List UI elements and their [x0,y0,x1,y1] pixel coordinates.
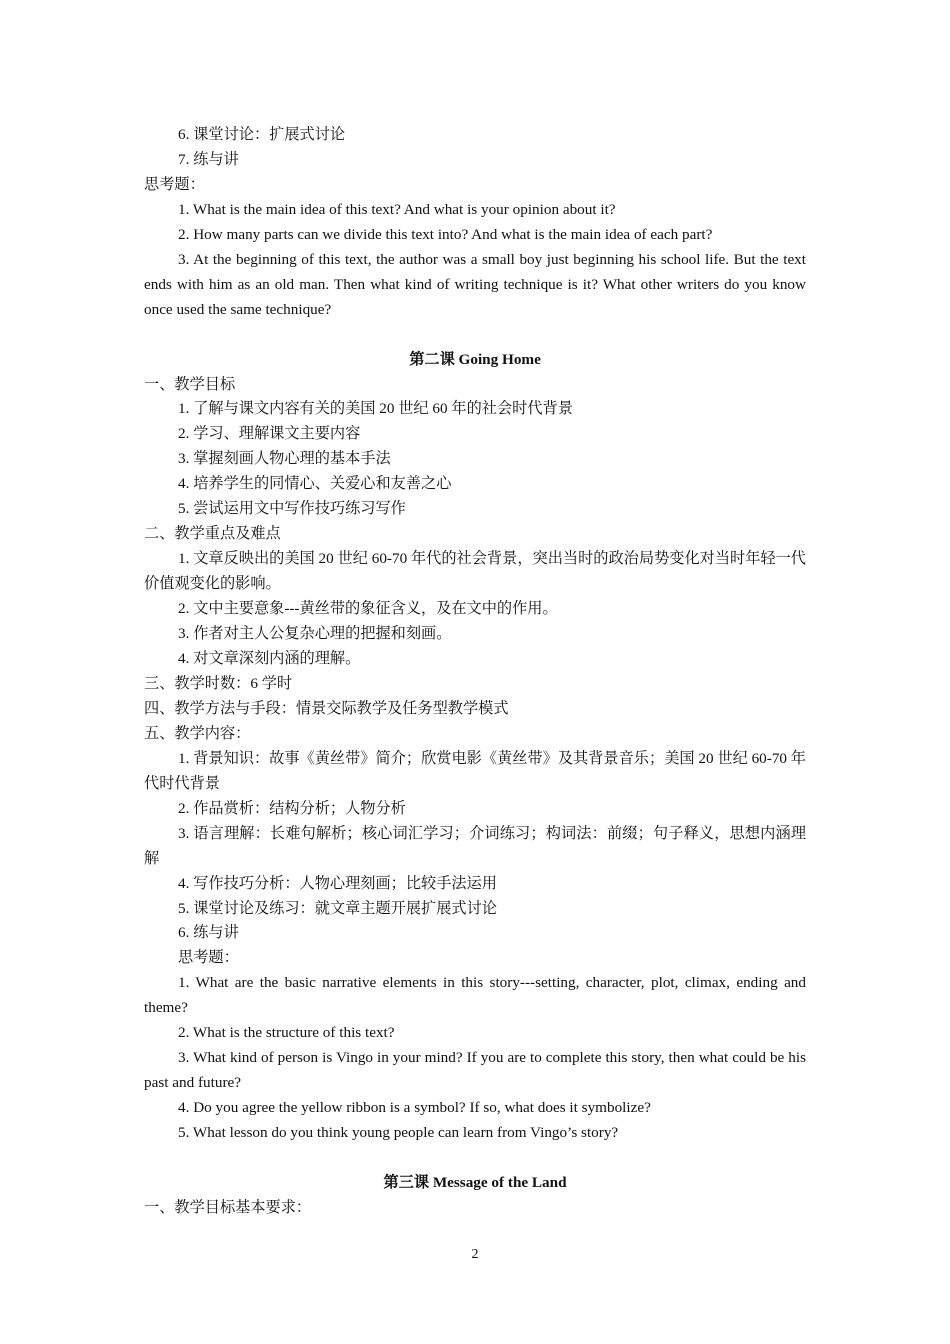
spacer [144,323,806,348]
list-item: 5. 尝试运用文中写作技巧练习写作 [178,500,406,518]
lesson-title: 第三课 Message of the Land [383,1174,567,1191]
list-item: 3. 作者对主人公复杂心理的把握和刻画。 [178,625,452,643]
section-title: 一、教学目标 [144,375,236,393]
list-item: 4. 对文章深刻内涵的理解。 [178,650,361,667]
question-item: 2. What is the structure of this text? [178,1024,395,1042]
list-item: 5. 课堂讨论及练习：就文章主题开展扩展式讨论 [178,899,497,917]
list-item: 4. 写作技巧分析：人物心理刻画；比较手法运用 [178,874,497,892]
question-item: 3. What kind of person is Vingo in your mind? If you are to complete this story, then what could be his past and future? [144,1049,806,1092]
list-item: 7. 练与讲 [178,150,239,168]
list-item: 6. 课堂讨论：扩展式讨论 [178,126,346,143]
questions-label: 思考题： [144,175,205,193]
section-title: 二、教学重点及难点 [144,525,281,543]
question-item: 4. Do you agree the yellow ribbon is a symbol? If so, what does it symbolize? [178,1099,651,1117]
lesson-title: 第二课 Going Home [409,350,541,368]
section-title: 三、教学时数：6 学时 [144,674,293,692]
document-page [144,123,806,1221]
spacer [144,1146,806,1171]
question-item: 1. What is the main idea of this text? And what is your opinion about it? [178,200,616,218]
list-item: 2. 学习、理解课文主要内容 [178,425,361,443]
section-title: 四、教学方法与手段：情景交际教学及任务型教学模式 [144,699,509,717]
section-title: 五、教学内容： [144,724,251,742]
section-title: 一、教学目标基本要求： [144,1198,312,1216]
list-item: 3. 掌握刻画人物心理的基本手法 [178,450,391,468]
question-item: 1. What are the basic narrative elements in this story---setting, character, plot, climax, ending and theme? [144,974,806,1017]
question-item: 3. At the beginning of this text, the author was a small boy just beginning his school life. But the text ends with him as an old man. Then what kind of writing technique is it? What other writers do you know once used the same technique? [144,250,806,318]
list-item: 2. 作品赏析：结构分析；人物分析 [178,799,406,817]
list-item: 1. 文章反映出的美国 20 世纪 60-70 年代的社会背景，突出当时的政治局势变化对当时年轻一代价值观变化的影响。 [144,550,806,593]
list-item: 1. 背景知识：故事《黄丝带》简介；欣赏电影《黄丝带》及其背景音乐；美国 20 世纪 60-70 年代时代背景 [144,749,806,792]
question-item: 5. What lesson do you think young people can learn from Vingo’s story? [178,1124,619,1142]
page-number: 2 [471,1247,479,1262]
questions-label: 思考题： [178,949,239,967]
list-item: 1. 了解与课文内容有关的美国 20 世纪 60 年的社会时代背景 [178,400,573,418]
list-item: 6. 练与讲 [178,924,239,942]
list-item: 4. 培养学生的同情心、关爱心和友善之心 [178,475,452,493]
question-item: 2. How many parts can we divide this text into? And what is the main idea of each part? [178,225,713,243]
list-item: 2. 文中主要意象---黄丝带的象征含义，及在文中的作用。 [178,600,558,618]
list-item: 3. 语言理解：长难句解析；核心词汇学习；介词练习；构词法：前缀；句子释义，思想内涵理解 [144,824,806,867]
